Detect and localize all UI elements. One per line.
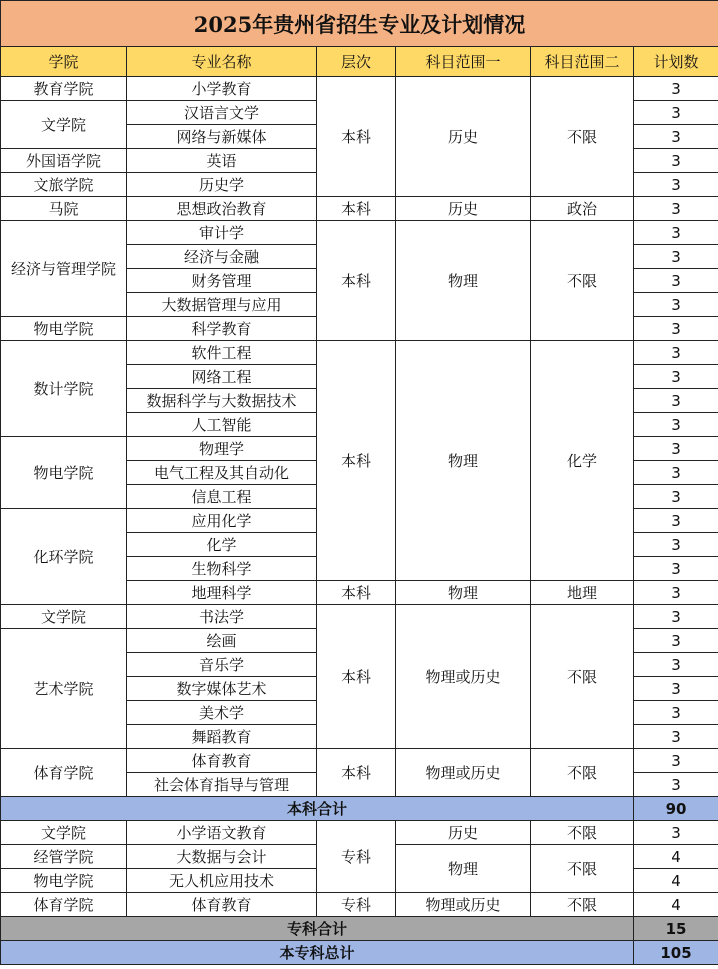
- subject2-cell: 化学: [531, 341, 634, 581]
- plan-cell: 3: [634, 821, 718, 845]
- subject1-cell: 物理: [396, 581, 531, 605]
- major-cell: 软件工程: [127, 341, 317, 365]
- major-cell: 大数据与会计: [127, 845, 317, 869]
- major-cell: 绘画: [127, 629, 317, 653]
- major-cell: 音乐学: [127, 653, 317, 677]
- major-cell: 思想政治教育: [127, 197, 317, 221]
- plan-cell: 3: [634, 605, 718, 629]
- major-cell: 数据科学与大数据技术: [127, 389, 317, 413]
- header-major: 专业名称: [127, 47, 317, 77]
- plan-cell: 4: [634, 869, 718, 893]
- major-cell: 化学: [127, 533, 317, 557]
- major-cell: 数字媒体艺术: [127, 677, 317, 701]
- table-row: [1, 749, 718, 773]
- major-cell: 地理科学: [127, 581, 317, 605]
- table-row: [1, 221, 718, 245]
- header-subject-range-1: 科目范围一: [396, 47, 531, 77]
- plan-cell: 4: [634, 845, 718, 869]
- plan-cell: 3: [634, 77, 718, 101]
- plan-cell: 3: [634, 725, 718, 749]
- major-cell: 体育教育: [127, 749, 317, 773]
- college-cell: 教育学院: [1, 77, 127, 101]
- plan-cell: 3: [634, 245, 718, 269]
- plan-cell: 3: [634, 581, 718, 605]
- college-cell: 体育学院: [1, 749, 127, 797]
- subject1-cell: 物理: [396, 845, 531, 893]
- benke-subtotal-label: 本科合计: [1, 797, 634, 821]
- major-cell: 历史学: [127, 173, 317, 197]
- major-cell: 小学教育: [127, 77, 317, 101]
- plan-cell: 3: [634, 389, 718, 413]
- major-cell: 网络工程: [127, 365, 317, 389]
- level-cell: 本科: [317, 197, 396, 221]
- subject2-cell: 政治: [531, 197, 634, 221]
- level-cell: 本科: [317, 221, 396, 341]
- plan-cell: 3: [634, 533, 718, 557]
- plan-cell: 3: [634, 629, 718, 653]
- level-cell: 本科: [317, 581, 396, 605]
- table-row: [1, 821, 718, 845]
- college-cell: 艺术学院: [1, 629, 127, 749]
- benke-subtotal-value: 90: [634, 797, 718, 821]
- major-cell: 科学教育: [127, 317, 317, 341]
- major-cell: 美术学: [127, 701, 317, 725]
- benke-subtotal-row: [1, 797, 718, 821]
- college-cell: 经济与管理学院: [1, 221, 127, 317]
- college-cell: 文学院: [1, 605, 127, 629]
- major-cell: 网络与新媒体: [127, 125, 317, 149]
- level-cell: 本科: [317, 77, 396, 197]
- subject1-cell: 历史: [396, 197, 531, 221]
- major-cell: 物理学: [127, 437, 317, 461]
- plan-cell: 3: [634, 557, 718, 581]
- college-cell: 外国语学院: [1, 149, 127, 173]
- subject2-cell: 不限: [531, 605, 634, 749]
- plan-cell: 3: [634, 437, 718, 461]
- major-cell: 信息工程: [127, 485, 317, 509]
- level-cell: 专科: [317, 893, 396, 917]
- plan-cell: 3: [634, 197, 718, 221]
- header-subject-range-2: 科目范围二: [531, 47, 634, 77]
- plan-cell: 3: [634, 341, 718, 365]
- plan-cell: 3: [634, 773, 718, 797]
- zhuanke-subtotal-row: [1, 917, 718, 941]
- zhuanke-subtotal-value: 15: [634, 917, 718, 941]
- major-cell: 书法学: [127, 605, 317, 629]
- subject2-cell: 不限: [531, 845, 634, 893]
- subject2-cell: 不限: [531, 77, 634, 197]
- table-row: [1, 77, 718, 101]
- college-cell: 化环学院: [1, 509, 127, 605]
- plan-cell: 3: [634, 509, 718, 533]
- plan-cell: 4: [634, 893, 718, 917]
- header-plan-count: 计划数: [634, 47, 718, 77]
- grand-total-value: 105: [634, 941, 718, 965]
- subject2-cell: 地理: [531, 581, 634, 605]
- major-cell: 审计学: [127, 221, 317, 245]
- plan-cell: 3: [634, 677, 718, 701]
- subject1-cell: 历史: [396, 821, 531, 845]
- major-cell: 汉语言文学: [127, 101, 317, 125]
- major-cell: 舞蹈教育: [127, 725, 317, 749]
- level-cell: 本科: [317, 341, 396, 581]
- college-cell: 文学院: [1, 821, 127, 845]
- page-title: 2025年贵州省招生专业及计划情况: [1, 1, 718, 47]
- plan-cell: 3: [634, 413, 718, 437]
- subject1-cell: 物理: [396, 221, 531, 341]
- plan-cell: 3: [634, 269, 718, 293]
- plan-cell: 3: [634, 125, 718, 149]
- major-cell: 小学语文教育: [127, 821, 317, 845]
- subject1-cell: 物理或历史: [396, 605, 531, 749]
- college-cell: 物电学院: [1, 437, 127, 509]
- subject2-cell: 不限: [531, 221, 634, 341]
- table-row: [1, 341, 718, 365]
- level-cell: 专科: [317, 821, 396, 893]
- major-cell: 财务管理: [127, 269, 317, 293]
- major-cell: 英语: [127, 149, 317, 173]
- college-cell: 文学院: [1, 101, 127, 149]
- subject1-cell: 物理或历史: [396, 893, 531, 917]
- header-college: 学院: [1, 47, 127, 77]
- plan-cell: 3: [634, 485, 718, 509]
- college-cell: 物电学院: [1, 869, 127, 893]
- plan-cell: 3: [634, 461, 718, 485]
- major-cell: 社会体育指导与管理: [127, 773, 317, 797]
- grand-total-label: 本专科总计: [1, 941, 634, 965]
- plan-cell: 3: [634, 221, 718, 245]
- level-cell: 本科: [317, 605, 396, 749]
- plan-cell: 3: [634, 701, 718, 725]
- plan-cell: 3: [634, 317, 718, 341]
- table-row: [1, 197, 718, 221]
- subject2-cell: 不限: [531, 893, 634, 917]
- major-cell: 人工智能: [127, 413, 317, 437]
- plan-cell: 3: [634, 749, 718, 773]
- major-cell: 生物科学: [127, 557, 317, 581]
- major-cell: 电气工程及其自动化: [127, 461, 317, 485]
- plan-cell: 3: [634, 365, 718, 389]
- college-cell: 数计学院: [1, 341, 127, 437]
- level-cell: 本科: [317, 749, 396, 797]
- plan-cell: 3: [634, 653, 718, 677]
- major-cell: 体育教育: [127, 893, 317, 917]
- plan-cell: 3: [634, 149, 718, 173]
- subject1-cell: 物理: [396, 341, 531, 581]
- zhuanke-subtotal-label: 专科合计: [1, 917, 634, 941]
- plan-cell: 3: [634, 101, 718, 125]
- major-cell: 经济与金融: [127, 245, 317, 269]
- grand-total-row: [1, 941, 718, 965]
- subject2-cell: 不限: [531, 821, 634, 845]
- college-cell: 马院: [1, 197, 127, 221]
- college-cell: 物电学院: [1, 317, 127, 341]
- subject1-cell: 历史: [396, 77, 531, 197]
- plan-cell: 3: [634, 173, 718, 197]
- plan-cell: 3: [634, 293, 718, 317]
- major-cell: 大数据管理与应用: [127, 293, 317, 317]
- table-row: [1, 893, 718, 917]
- major-cell: 应用化学: [127, 509, 317, 533]
- major-cell: 无人机应用技术: [127, 869, 317, 893]
- college-cell: 经管学院: [1, 845, 127, 869]
- subject2-cell: 不限: [531, 749, 634, 797]
- college-cell: 文旅学院: [1, 173, 127, 197]
- college-cell: 体育学院: [1, 893, 127, 917]
- table-row: [1, 605, 718, 629]
- header-level: 层次: [317, 47, 396, 77]
- subject1-cell: 物理或历史: [396, 749, 531, 797]
